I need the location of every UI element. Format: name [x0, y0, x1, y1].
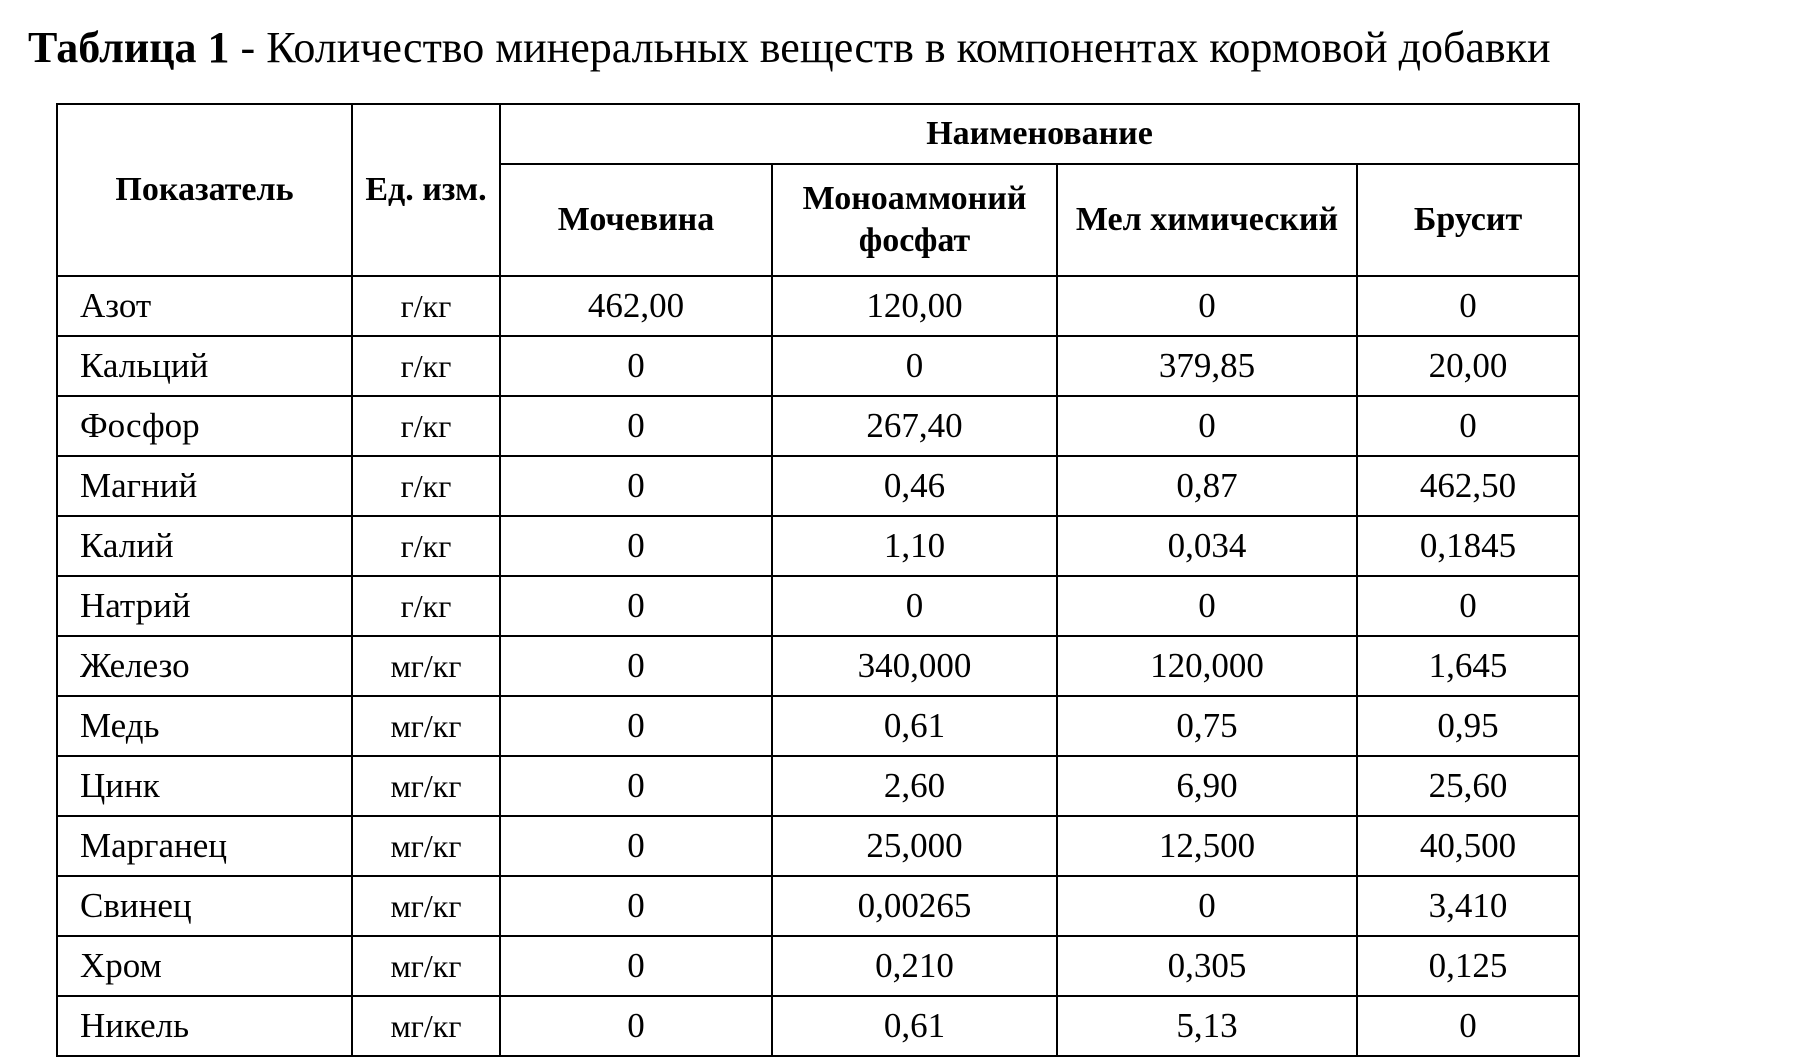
value-cell: 2,60 — [772, 756, 1057, 816]
value-cell: 0,00265 — [772, 876, 1057, 936]
value-cell: 0 — [500, 336, 772, 396]
value-cell: 0,87 — [1057, 456, 1357, 516]
value-cell: 0 — [500, 936, 772, 996]
value-cell: 462,50 — [1357, 456, 1579, 516]
value-cell: 0,95 — [1357, 696, 1579, 756]
table-row — [57, 456, 1579, 516]
value-cell: 379,85 — [1057, 336, 1357, 396]
indicator-cell: Калий — [57, 516, 352, 576]
indicator-cell: Фосфор — [57, 396, 352, 456]
unit-cell: мг/кг — [352, 636, 500, 696]
caption-label: Таблица 1 — [28, 23, 230, 72]
table-row — [57, 636, 1579, 696]
header-component: Брусит — [1357, 164, 1579, 276]
indicator-cell: Никель — [57, 996, 352, 1056]
unit-cell: г/кг — [352, 576, 500, 636]
value-cell: 0 — [500, 456, 772, 516]
value-cell: 0 — [500, 636, 772, 696]
value-cell: 0 — [500, 756, 772, 816]
value-cell: 0 — [500, 696, 772, 756]
value-cell: 0 — [772, 336, 1057, 396]
header-unit: Ед. изм. — [352, 104, 500, 276]
value-cell: 0,61 — [772, 996, 1057, 1056]
value-cell: 6,90 — [1057, 756, 1357, 816]
table-row — [57, 816, 1579, 876]
value-cell: 0,46 — [772, 456, 1057, 516]
value-cell: 40,500 — [1357, 816, 1579, 876]
value-cell: 3,410 — [1357, 876, 1579, 936]
value-cell: 0 — [1357, 996, 1579, 1056]
header-indicator: Показатель — [57, 104, 352, 276]
unit-cell: г/кг — [352, 336, 500, 396]
table-body — [57, 276, 1579, 1056]
value-cell: 0 — [1057, 876, 1357, 936]
unit-cell: мг/кг — [352, 996, 500, 1056]
value-cell: 0 — [500, 996, 772, 1056]
value-cell: 0 — [1357, 276, 1579, 336]
unit-cell: мг/кг — [352, 876, 500, 936]
table-row — [57, 756, 1579, 816]
table-header — [57, 104, 1579, 276]
table-row — [57, 516, 1579, 576]
unit-cell: г/кг — [352, 516, 500, 576]
value-cell: 0,1845 — [1357, 516, 1579, 576]
value-cell: 267,40 — [772, 396, 1057, 456]
value-cell: 0 — [500, 516, 772, 576]
indicator-cell: Магний — [57, 456, 352, 516]
unit-cell: мг/кг — [352, 696, 500, 756]
value-cell: 25,60 — [1357, 756, 1579, 816]
header-component: Мел химический — [1057, 164, 1357, 276]
header-component: Моноаммоний фосфат — [772, 164, 1057, 276]
caption-text: Количество минеральных веществ в компонентах кормовой добавки — [266, 23, 1551, 72]
value-cell: 462,00 — [500, 276, 772, 336]
value-cell: 0,125 — [1357, 936, 1579, 996]
unit-cell: мг/кг — [352, 756, 500, 816]
value-cell: 12,500 — [1057, 816, 1357, 876]
indicator-cell: Азот — [57, 276, 352, 336]
indicator-cell: Хром — [57, 936, 352, 996]
indicator-cell: Железо — [57, 636, 352, 696]
table-row — [57, 936, 1579, 996]
unit-cell: мг/кг — [352, 936, 500, 996]
unit-cell: г/кг — [352, 276, 500, 336]
value-cell: 0 — [1357, 576, 1579, 636]
indicator-cell: Цинк — [57, 756, 352, 816]
value-cell: 0 — [1057, 576, 1357, 636]
value-cell: 0 — [1057, 396, 1357, 456]
value-cell: 0,034 — [1057, 516, 1357, 576]
value-cell: 120,000 — [1057, 636, 1357, 696]
table-row — [57, 336, 1579, 396]
header-group-name: Наименование — [500, 104, 1579, 164]
value-cell: 1,10 — [772, 516, 1057, 576]
value-cell: 5,13 — [1057, 996, 1357, 1056]
header-row-top — [57, 104, 1579, 164]
value-cell: 0 — [500, 576, 772, 636]
caption-separator: - — [229, 23, 267, 72]
value-cell: 0,305 — [1057, 936, 1357, 996]
value-cell: 0 — [1357, 396, 1579, 456]
value-cell: 1,645 — [1357, 636, 1579, 696]
value-cell: 0 — [500, 816, 772, 876]
value-cell: 25,000 — [772, 816, 1057, 876]
value-cell: 0 — [772, 576, 1057, 636]
indicator-cell: Свинец — [57, 876, 352, 936]
unit-cell: г/кг — [352, 396, 500, 456]
table-row — [57, 396, 1579, 456]
value-cell: 0 — [500, 396, 772, 456]
table-row — [57, 276, 1579, 336]
table-row — [57, 996, 1579, 1056]
indicator-cell: Марганец — [57, 816, 352, 876]
table-row — [57, 696, 1579, 756]
value-cell: 0 — [1057, 276, 1357, 336]
value-cell: 0,61 — [772, 696, 1057, 756]
table-row — [57, 576, 1579, 636]
indicator-cell: Медь — [57, 696, 352, 756]
value-cell: 340,000 — [772, 636, 1057, 696]
value-cell: 0,75 — [1057, 696, 1357, 756]
value-cell: 0,210 — [772, 936, 1057, 996]
indicator-cell: Натрий — [57, 576, 352, 636]
table-caption — [28, 18, 1808, 78]
value-cell: 0 — [500, 876, 772, 936]
value-cell: 20,00 — [1357, 336, 1579, 396]
header-component: Мочевина — [500, 164, 772, 276]
table-row — [57, 876, 1579, 936]
unit-cell: г/кг — [352, 456, 500, 516]
unit-cell: мг/кг — [352, 816, 500, 876]
mineral-content-table — [56, 103, 1580, 1057]
value-cell: 120,00 — [772, 276, 1057, 336]
indicator-cell: Кальций — [57, 336, 352, 396]
